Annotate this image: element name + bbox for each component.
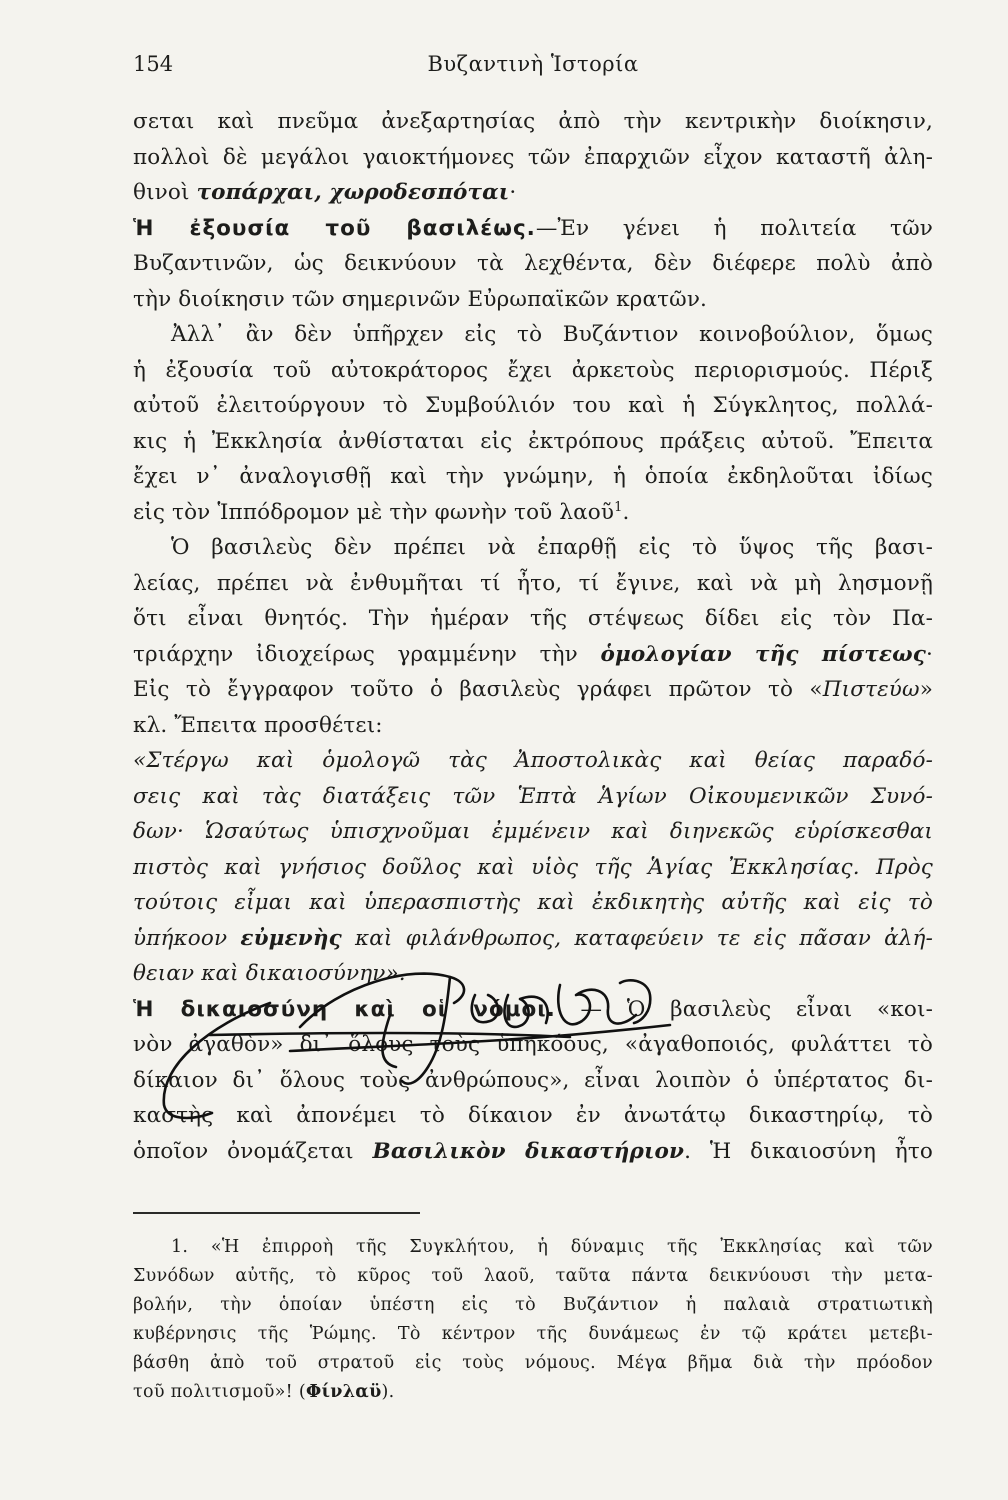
text-line: νὸν ἀγαθὸν» δι᾽ ὅλους τοὺς ὑπηκόους, «ἀγαθοποιός, φυλάττει τὸ — [133, 1032, 933, 1057]
quote-line: πιστὸς καὶ γνήσιος δοῦλος καὶ υἱὸς τῆς Ἁγίας Ἐκκλησίας. Πρὸς — [133, 854, 933, 880]
text-line: Εἰς τὸ ἔγγραφον τοῦτο ὁ βασιλεὺς γράφει πρῶτον τὸ «Πιστεύω» — [133, 677, 933, 702]
footnote-line: Συνόδων αὐτῆς, τὸ κῦρος τοῦ λαοῦ, ταῦτα πάντα δεικνύουσι τὴν μετα- — [133, 1266, 933, 1286]
text-line: κλ. Ἔπειτα προσθέτει: — [133, 712, 383, 738]
text-line: καστὴς καὶ ἀπονέμει τὸ δίκαιον ἐν ἀνωτάτῳ δικαστηρίῳ, τὸ — [133, 1103, 933, 1128]
text-line: σεται καὶ πνεῦμα ἀνεξαρτησίας ἀπὸ τὴν κεντρικὴν διοίκησιν, — [133, 109, 933, 134]
footnote-marker: 1 — [614, 499, 623, 515]
page-number: 154 — [133, 52, 174, 76]
footnote-source: Φίνλαϋ — [305, 1382, 382, 1402]
text-line: Ἡ δικαιοσύνη καὶ οἱ νόμοι. — Ὁ βασιλεὺς εἶναι «κοι- — [133, 996, 933, 1022]
footnotes — [133, 1233, 933, 1407]
text-line: ὅτι εἶναι θνητός. Τὴν ἡμέραν τῆς στέψεως δίδει εἰς τὸν Πα- — [133, 606, 933, 631]
text-line: τὴν διοίκησιν τῶν σημερινῶν Εὐρωπαϊκῶν κρατῶν. — [133, 286, 708, 312]
section-heading: Ἡ δικαιοσύνη καὶ οἱ νόμοι. — [133, 996, 556, 1022]
quote-line: δων· Ὡσαύτως ὑπισχνοῦμαι ἐμμένειν καὶ διηνεκῶς εὑρίσκεσθαι — [133, 819, 933, 844]
body-text — [133, 104, 933, 1169]
page-header — [133, 52, 933, 86]
text-line: θινοὶ τοπάρχαι, χωροδεσπόται· — [133, 180, 517, 205]
emphasis-term: ὁμολογίαν τῆς πίστεως — [600, 641, 927, 667]
text-line: τριάρχην ἰδιοχείρως γραμμένην τὴν ὁμολογίαν τῆς πίστεως· — [133, 641, 933, 667]
emphasis-term: τοπάρχαι, χωροδεσπόται — [196, 180, 510, 205]
text-line: πολλοὶ δὲ μεγάλοι γαιοκτήμονες τῶν ἐπαρχιῶν εἶχον καταστῆ ἀλη- — [133, 144, 933, 170]
running-title: Βυζαντινὴ Ἱστορία — [427, 52, 639, 76]
text-line: Ἡ ἐξουσία τοῦ βασιλέως.—Ἐν γένει ἡ πολιτεία τῶν — [133, 215, 933, 241]
text-line: ἔχει ν᾽ ἀναλογισθῇ καὶ τὴν γνώμην, ἡ ὁποία ἐκδηλοῦται ἰδίως — [133, 464, 933, 489]
text-line: δίκαιον δι᾽ ὅλους τοὺς ἀνθρώπους», εἶναι λοιπὸν ὁ ὑπέρτατος δι- — [133, 1067, 933, 1093]
footnote-line: βολήν, τὴν ὁποίαν ὑπέστη εἰς τὸ Βυζάντιον ἡ παλαιὰ στρατιωτικὴ — [133, 1295, 933, 1315]
text-line: Ὁ βασιλεὺς δὲν πρέπει νὰ ἐπαρθῇ εἰς τὸ ὕψος τῆς βασι- — [171, 535, 933, 560]
footnote-line: βάσθη ἀπὸ τοῦ στρατοῦ εἰς τοὺς νόμους. Μέγα βῆμα διὰ τὴν πρόοδον — [133, 1353, 933, 1373]
quote-line: «Στέργω καὶ ὁμολογῶ τὰς Ἀποστολικὰς καὶ θείας παραδό- — [133, 748, 933, 773]
quote-line: θειαν καὶ δικαιοσύνην».— — [133, 961, 428, 986]
text-line: εἰς τὸν Ἱππόδρομον μὲ τὴν φωνὴν τοῦ λαοῦ$^1$. — [133, 499, 630, 525]
text-line: λείας, πρέπει νὰ ἐνθυμῆται τί ἦτο, τί ἔγινε, καὶ νὰ μὴ λησμονῇ — [133, 570, 933, 596]
text-line: αὐτοῦ ἐλειτούργουν τὸ Συμβούλιόν του καὶ ἡ Σύγκλητος, πολλά- — [133, 393, 933, 418]
text-line: κις ἡ Ἐκκλησία ἀνθίσταται εἰς ἐκτρόπους πράξεις αὐτοῦ. Ἔπειτα — [133, 428, 933, 454]
emphasis-term: εὐμενὴς — [240, 925, 342, 951]
emphasis-term: Πιστεύω — [822, 677, 920, 702]
quote-line: τούτοις εἶμαι καὶ ὑπερασπιστὴς καὶ ἐκδικητὴς αὐτῆς καὶ εἰς τὸ — [133, 890, 933, 915]
quote-line: ὑπήκοον εὐμενὴς καὶ φιλάνθρωπος, καταφεύειν τε εἰς πᾶσαν ἀλή- — [133, 925, 933, 951]
footnote-separator — [133, 1212, 420, 1214]
footnote-line: 1. «Ἡ ἐπιρροὴ τῆς Συγκλήτου, ἡ δύναμις τῆς Ἐκκλησίας καὶ τῶν — [171, 1237, 933, 1257]
footnote-line: τοῦ πολιτισμοῦ»! (Φίνλαϋ). — [133, 1382, 395, 1402]
text-line: ὁποῖον ὀνομάζεται Βασιλικὸν δικαστήριον. Ἡ δικαιοσύνη ἦτο — [133, 1138, 933, 1164]
text-line: Βυζαντινῶν, ὡς δεικνύουν τὰ λεχθέντα, δὲν διέφερε πολὺ ἀπὸ — [133, 251, 933, 276]
emphasis-term: Βασιλικὸν δικαστήριον — [372, 1138, 685, 1164]
text-line: ἡ ἐξουσία τοῦ αὐτοκράτορος ἔχει ἀρκετοὺς περιορισμούς. Πέριξ — [133, 357, 933, 383]
quote-line: σεις καὶ τὰς διατάξεις τῶν Ἑπτὰ Ἁγίων Οἰκουμενικῶν Συνό- — [133, 783, 933, 809]
text-line: Ἀλλ᾽ ἂν δὲν ὑπῆρχεν εἰς τὸ Βυζάντιον κοινοβούλιον, ὅμως — [171, 322, 933, 347]
section-heading: Ἡ ἐξουσία τοῦ βασιλέως. — [133, 215, 536, 241]
footnote-line: κυβέρνησις τῆς Ῥώμης. Τὸ κέντρον τῆς δυνάμεως ἐν τῷ κράτει μετεβι- — [133, 1324, 933, 1344]
